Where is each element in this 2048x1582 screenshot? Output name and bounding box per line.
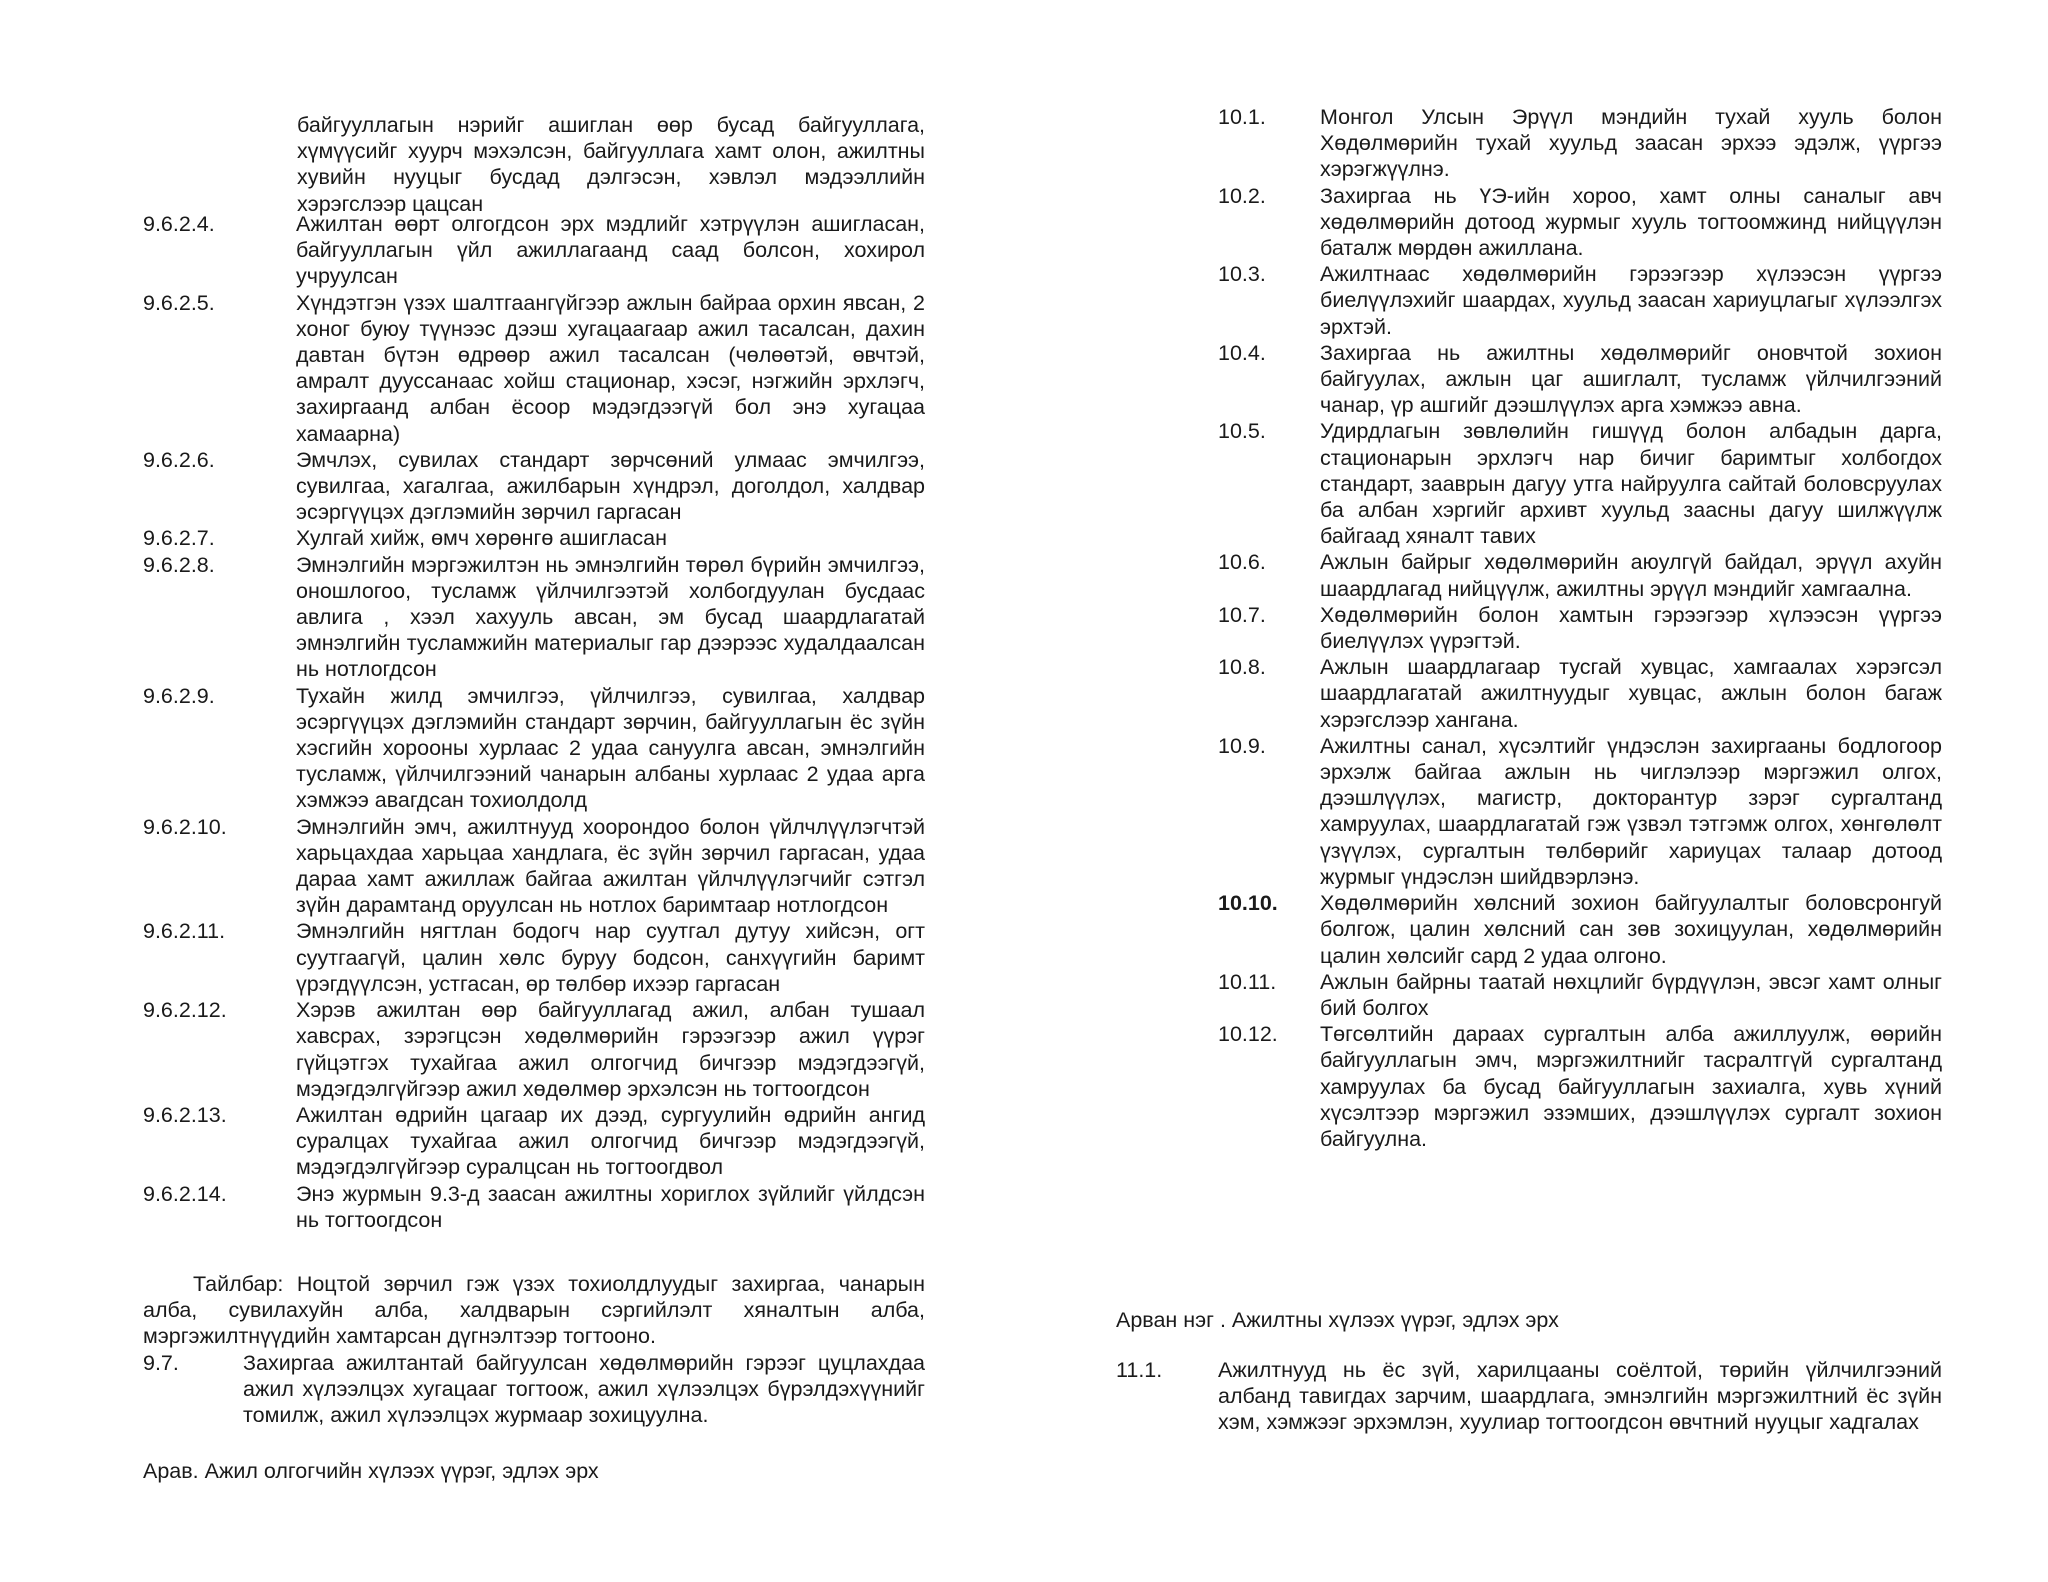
list-item (1218, 1021, 1942, 1152)
item-9-7 (143, 1350, 925, 1429)
list-item (1218, 733, 1942, 890)
list-item (143, 552, 925, 683)
item-number: 10.12. (1218, 1022, 1278, 1047)
list-item (143, 447, 925, 526)
list-item (1218, 602, 1942, 654)
list-item (143, 290, 925, 447)
item-text: Ажилтны санал, хүсэлтийг үндэслэн захиргааны бодлогоор эрхэлж байгаа ажлын нь чиглэлээр мэргэжил олгох, дээшлүүлэх, магистр, докторантур зэрэг сургалтанд хамруулах, шаардлагатай гэж үзвэл тэтгэмж олгох, хөнгөлөлт үзүүлэх, сургалтын төлбөрийг хариуцах талаар дотоод журмыг үндэслэн шийдвэрлэнэ. (1320, 733, 1942, 889)
item-text: Захиргаа нь ажилтны хөдөлмөрийг оновчтой зохион байгуулах, ажлын цаг ашиглалт, тусламж үйлчилгээний чанар, үр ашгийг дээшлүүлэх арга хэмжээ авна. (1320, 340, 1942, 418)
item-number: 10.8. (1218, 655, 1266, 680)
list-item (1218, 340, 1942, 419)
continuation-paragraph: байгууллагын нэрийг ашиглан өөр бусад байгууллага, хүмүүсийг хуурч мэхэлсэн, байгууллага хамт олон, ажилтны хувийн нууцыг бусдад дэлгэсэн, хэвлэл мэдээллийн хэрэгслээр цацсан (297, 113, 925, 216)
list-item (1218, 183, 1942, 262)
item-text: Төгсөлтийн дараах сургалтын алба ажиллуулж, өөрийн байгууллагын эмч, мэргэжилтнийг тасралтгүй сургалтанд хамруулах ба бусад байгууллагын захиалга, хувь хүний хүсэлтээр мэргэжил эзэмших, дээшлүүлэх сургалт зохион байгуулна. (1320, 1022, 1942, 1151)
note-paragraph: Тайлбар: Ноцтой зөрчил гэж үзэх тохиолдлуудыг захиргаа, чанарын алба, сувилахуйн алба, халдварын сэргийлэлт хяналтын алба, мэргэжилтнүүдийн хамтарсан дүгнэлтээр тогтооно. (143, 1272, 925, 1349)
item-11-1 (1116, 1357, 1942, 1436)
section-heading: Арван нэг . Ажилтны хүлээх үүрэг, эдлэх эрх (1116, 1308, 1559, 1332)
item-number: 9.6.2.5. (143, 290, 215, 315)
list-item (143, 211, 925, 290)
list-item (1218, 549, 1942, 601)
list-item (143, 1102, 925, 1181)
item-text: Хөдөлмөрийн болон хамтын гэрээгээр хүлээсэн үүргээ биелүүлэх үүрэгтэй. (1320, 602, 1942, 654)
item-number: 10.1. (1218, 105, 1266, 129)
item-number: 9.6.2.14. (143, 1181, 227, 1206)
item-number: 10.6. (1218, 550, 1266, 575)
item-text: Хөдөлмөрийн хөлсний зохион байгуулалтыг боловсронгуй болгож, цалин хөлсний сан зөв зохицуулан, хөдөлмөрийн цалин хөлсийг сард 2 удаа олгоно. (1320, 891, 1942, 968)
item-text: Ажлын шаардлагаар тусгай хувцас, хамгаалах хэрэгсэл шаардлагатай ажилтнуудыг хувцас, ажлын болон багаж хэрэгслээр хангана. (1320, 655, 1942, 732)
item-number: 10.10. (1218, 891, 1278, 916)
list-item (1218, 654, 1942, 733)
list-item (1218, 969, 1942, 1021)
item-text: Эмнэлгийн нягтлан бодогч нар суутгал дутуу хийсэн, огт суутгаагүй, цалин хөлс буруу бодсон, санхүүгийн баримт үрэгдүүлсэн, устгасан, өр төлбөр ихээр гаргасан (296, 919, 925, 996)
item-text: Ажлын байрыг хөдөлмөрийн аюулгүй байдал, эрүүл ахуйн шаардлагад нийцүүлж, ажилтны эрүүл мэндийг хамгаална. (1320, 550, 1942, 601)
list-item (143, 525, 925, 551)
item-text: Захиргаа нь ҮЭ-ийн хороо, хамт олны саналыг авч хөдөлмөрийн дотоод журмыг хууль тогтоомжинд нийцүүлэн баталж мөрдөн ажиллана. (1320, 183, 1942, 261)
item-text: Хүндэтгэн үзэх шалтгаангүйгээр ажлын байраа орхин явсан, 2 хоног буюу түүнээс дээш хугацаагаар ажил тасалсан, дахин давтан бүтэн өдрөөр ажил тасалсан (чөлөөтэй, өвчтэй, амралт дууссанаас хойш стационар, хэсэг, нэгжийн эрхлэгч, захиргаанд албан ёсоор мэдэгдээгүй бол энэ хугацаа хамаарна) (296, 290, 925, 446)
item-text: Ажилтнууд нь ёс зүй, харилцааны соёлтой, төрийн үйлчилгээний албанд тавигдах зарчим, шаардлага, эмнэлгийн мэргэжилтний ёс зүйн хэм, хэмжээг эрхэмлэн, хуулиар тогтоогдсон өвчтний нууцыг хадгалах (1218, 1358, 1942, 1435)
item-number: 9.6.2.9. (143, 683, 215, 708)
item-number: 9.6.2.8. (143, 552, 215, 577)
item-number: 9.7. (143, 1351, 179, 1375)
item-number: 9.6.2.7. (143, 526, 215, 551)
item-number: 10.9. (1218, 733, 1266, 758)
list-item (143, 683, 925, 814)
item-text: Ажилтан өдрийн цагаар их дээд, сургуулийн өдрийн ангид суралцах тухайгаа ажил олгогчид бичгээр мэдэгдээгүй, мэдэгдэлгүйгээр суралцсан нь тогтоогдвол (296, 1102, 925, 1180)
item-number: 11.1. (1116, 1358, 1163, 1382)
list-item (1116, 1357, 1942, 1436)
item-text: Тухайн жилд эмчилгээ, үйлчилгээ, сувилгаа, халдвар эсэргүүцэх дэглэмийн стандарт зөрчин, байгууллагын ёс зүйн хэсгийн хорооны хурлаас 2 удаа сануулга авсан, эмнэлгийн тусламж, үйлчилгээний чанарын албаны хурлаас 2 удаа арга хэмжээ авагдсан тохиолдолд (296, 683, 925, 813)
item-text: Эмчлэх, сувилах стандарт зөрчсөний улмаас эмчилгээ, сувилгаа, хагалгаа, ажилбарын хүндрэл, доголдол, халдвар эсэргүүцэх дэглэмийн зөрчил гаргасан (296, 447, 925, 525)
item-text: Хулгай хийж, өмч хөрөнгө ашигласан (296, 526, 667, 551)
list-item (143, 997, 925, 1102)
item-text: Удирдлагын зөвлөлийн гишүүд болон албадын дарга, стационарын эрхлэгч нар бичиг баримтыг холбогдох стандарт, зааврын дагуу утга найруулга сайтай боловсруулах ба албан хэргийг архивт хуульд заасны дагуу шилжүүлж байгаад хяналт тавих (1320, 419, 1942, 549)
right-items-list (1218, 104, 1942, 1152)
item-text: Монгол Улсын Эрүүл мэндийн тухай хууль болон Хөдөлмөрийн тухай хуульд заасан эрхээ эдэлж, үүргээ хэрэгжүүлнэ. (1320, 105, 1942, 182)
item-number: 10.2. (1218, 183, 1266, 208)
item-number: 10.3. (1218, 262, 1266, 287)
item-number: 10.4. (1218, 340, 1266, 365)
item-number: 10.11. (1218, 969, 1277, 994)
item-text: Ажлын байрны таатай нөхцлийг бүрдүүлэн, эвсэг хамт олныг бий болгох (1320, 969, 1942, 1020)
list-item (1218, 104, 1942, 183)
list-item (143, 814, 925, 919)
list-item (1218, 418, 1942, 549)
item-text: Ажилтнаас хөдөлмөрийн гэрээгээр хүлээсэн үүргээ биелүүлэхийг шаардах, хуульд заасан хариуцлагыг хүлээлгэх эрхтэй. (1320, 262, 1942, 339)
list-item (143, 1181, 925, 1233)
item-number: 9.6.2.4. (143, 212, 215, 236)
item-number: 9.6.2.6. (143, 447, 215, 472)
list-item (143, 918, 925, 997)
list-item (1218, 890, 1942, 969)
item-number: 9.6.2.13. (143, 1102, 227, 1127)
right-page (1024, 0, 2048, 1582)
item-number: 10.7. (1218, 602, 1266, 627)
item-text: Ажилтан өөрт олгогдсон эрх мэдлийг хэтрүүлэн ашигласан, байгууллагын үйл ажиллагаанд саад болсон, хохирол учруулсан (296, 212, 925, 289)
list-item (143, 1350, 925, 1429)
item-number: 9.6.2.12. (143, 998, 227, 1023)
item-text: Эмнэлгийн эмч, ажилтнууд хоорондоо болон үйлчлүүлэгчтэй харьцахдаа харьцаа хандлага, ёс зүйн зөрчил гаргасан, удаа дараа хамт ажиллаж байгаа ажилтан үйлчлүүлэгчийг сэтгэл зүйн дарамтанд оруулсан нь нотлох баримтаар нотлогдсон (296, 814, 925, 918)
list-item (1218, 261, 1942, 340)
item-text: Захиргаа ажилтантай байгуулсан хөдөлмөрийн гэрээг цуцлахдаа ажил хүлээлцэх хугацааг тогтоож, ажил хүлээлцэх бүрэлдэхүүнийг томилж, ажил хүлээлцэх журмаар зохицуулна. (243, 1351, 925, 1428)
section-heading: Арав. Ажил олгогчийн хүлээх үүрэг, эдлэх эрх (143, 1459, 599, 1483)
item-number: 9.6.2.10. (143, 814, 227, 839)
item-text: Эмнэлгийн мэргэжилтэн нь эмнэлгийн төрөл бүрийн эмчилгээ, оношлогоо, тусламж үйлчилгээтэй холбогдуулан бусдаас авлига , хээл хахууль авсан, эм бусад шаардлагатай эмнэлгийн тусламжийн материалыг гар дээрээс худалдаалсан нь нотлогдсон (296, 552, 925, 682)
left-items-list (143, 211, 925, 1233)
item-number: 10.5. (1218, 419, 1266, 444)
item-text: Энэ журмын 9.3-д заасан ажилтны хориглох зүйлийг үйлдсэн нь тогтоогдсон (296, 1181, 925, 1232)
item-number: 9.6.2.11. (143, 919, 226, 944)
item-text: Хэрэв ажилтан өөр байгууллагад ажил, албан тушаал хавсрах, зэрэгцсэн хөдөлмөрийн гэрээгээр ажил үүрэг гүйцэтгэх тухайгаа ажил олгогчид бичгээр мэдэгдээгүй, мэдэгдэлгүйгээр ажил хөдөлмөр эрхэлсэн нь тогтоогдсон (296, 998, 925, 1101)
